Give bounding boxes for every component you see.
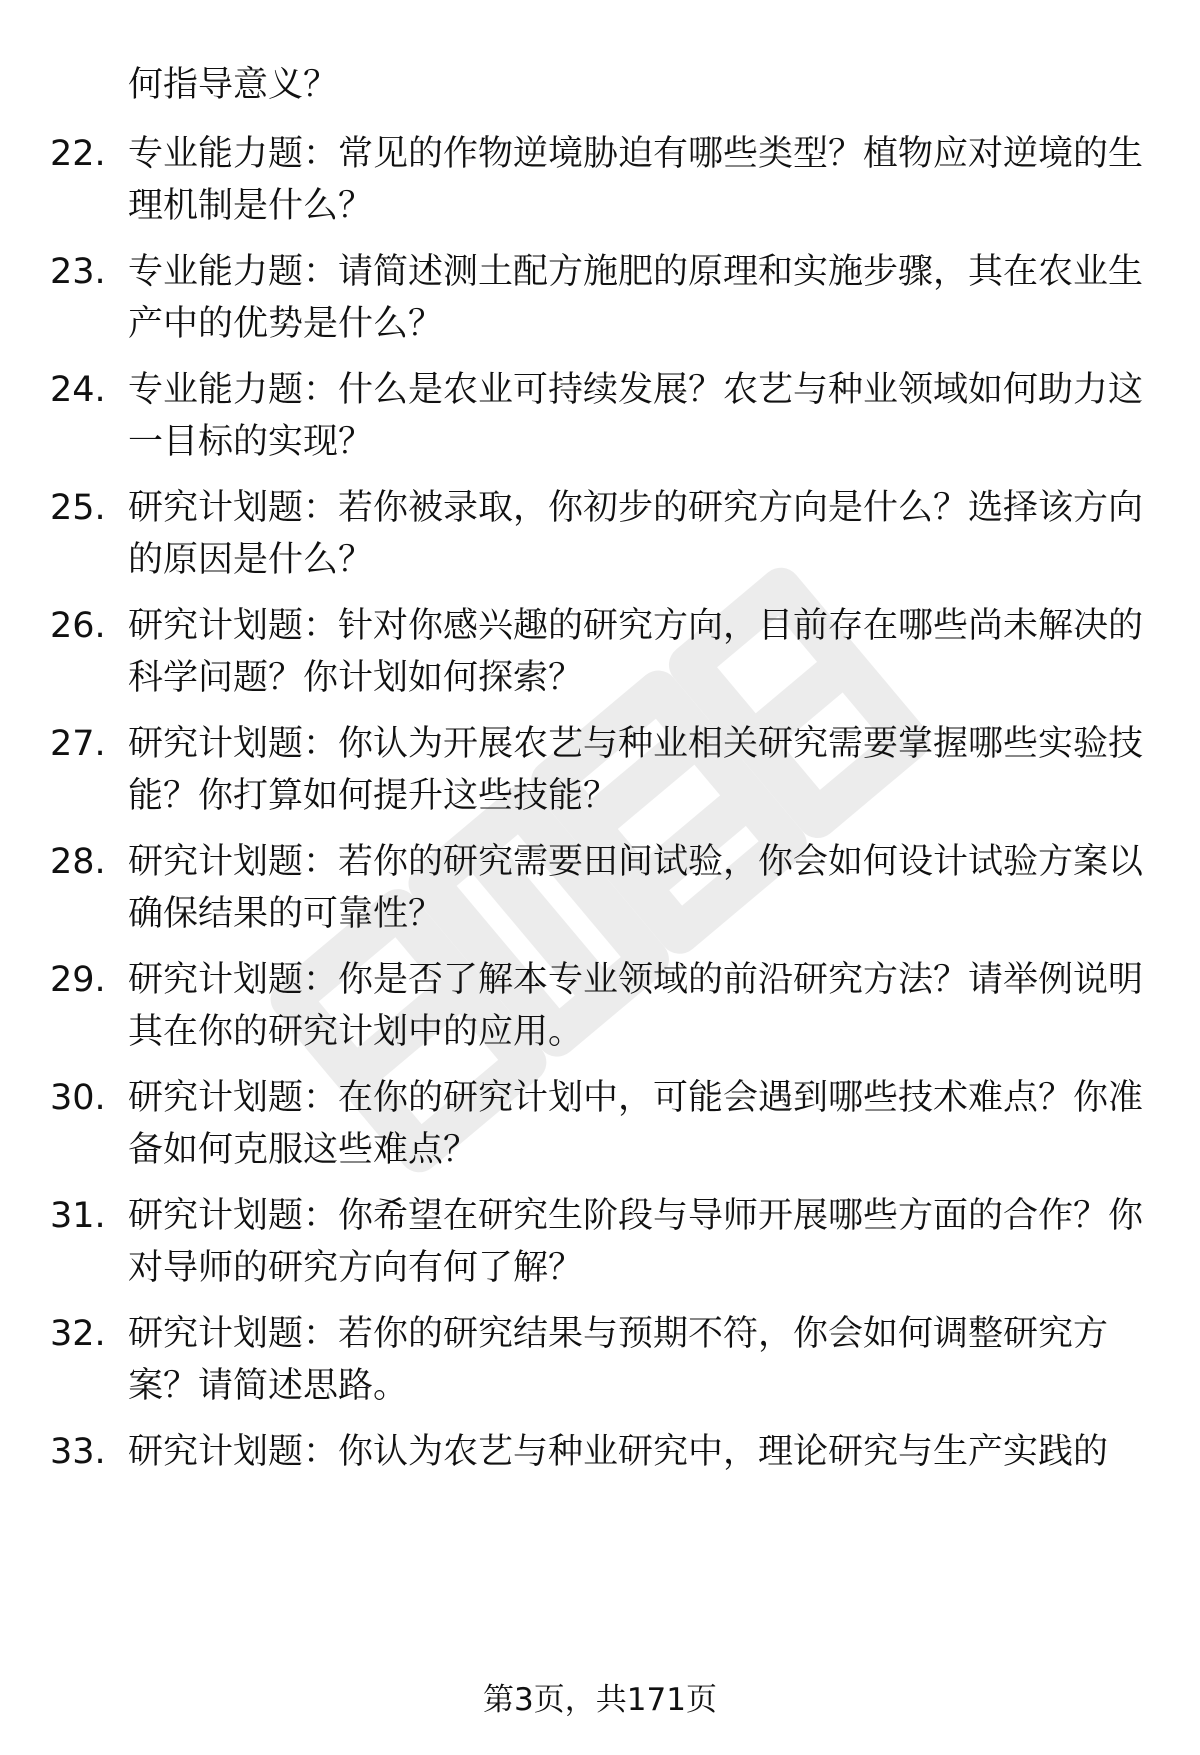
question-number: 31.	[50, 1196, 106, 1236]
question-text: 研究计划题：若你的研究需要田间试验，你会如何设计试验方案以确保结果的可靠性？	[128, 842, 1144, 934]
question-text: 研究计划题：针对你感兴趣的研究方向，目前存在哪些尚未解决的科学问题？你计划如何探索？	[128, 606, 1144, 698]
question-text: 研究计划题：你希望在研究生阶段与导师开展哪些方面的合作？你对导师的研究方向有何了解？	[128, 1196, 1144, 1288]
question-item	[50, 954, 1160, 1058]
question-item	[50, 1072, 1160, 1176]
question-text: 研究计划题：你认为开展农艺与种业相关研究需要掌握哪些实验技能？你打算如何提升这些技能？	[128, 724, 1144, 816]
continuation-line: 何指导意义？	[128, 65, 339, 105]
question-number: 22.	[50, 134, 106, 174]
question-number: 29.	[50, 960, 106, 1000]
question-text: 研究计划题：若你被录取，你初步的研究方向是什么？选择该方向的原因是什么？	[128, 488, 1144, 580]
question-item	[50, 364, 1160, 468]
question-number: 27.	[50, 724, 106, 764]
question-text: 专业能力题：请简述测土配方施肥的原理和实施步骤，其在农业生产中的优势是什么？	[128, 252, 1144, 344]
question-item	[50, 600, 1160, 704]
question-number: 30.	[50, 1078, 106, 1118]
question-text: 研究计划题：在你的研究计划中，可能会遇到哪些技术难点？你准备如何克服这些难点？	[128, 1078, 1144, 1170]
question-text: 专业能力题：什么是农业可持续发展？农艺与种业领域如何助力这一目标的实现？	[128, 370, 1144, 462]
question-text: 研究计划题：你认为农艺与种业研究中，理论研究与生产实践的	[128, 1432, 1109, 1472]
question-item	[50, 246, 1160, 350]
question-number: 28.	[50, 842, 106, 882]
page-footer: 第3页，共171页	[483, 1682, 717, 1718]
question-item	[50, 482, 1160, 586]
question-number: 32.	[50, 1314, 106, 1354]
question-item	[50, 718, 1160, 822]
question-item	[50, 128, 1160, 232]
question-item	[50, 1308, 1160, 1412]
question-item	[50, 1426, 1160, 1478]
question-text: 研究计划题：你是否了解本专业领域的前沿研究方法？请举例说明其在你的研究计划中的应用。	[128, 960, 1144, 1052]
question-number: 25.	[50, 488, 106, 528]
question-number: 33.	[50, 1432, 106, 1472]
question-number: 23.	[50, 252, 106, 292]
question-number: 24.	[50, 370, 106, 410]
question-number: 26.	[50, 606, 106, 646]
question-item	[50, 1190, 1160, 1294]
question-item	[50, 836, 1160, 940]
question-text: 研究计划题：若你的研究结果与预期不符，你会如何调整研究方案？请简述思路。	[128, 1314, 1109, 1406]
question-text: 专业能力题：常见的作物逆境胁迫有哪些类型？植物应对逆境的生理机制是什么？	[128, 134, 1144, 226]
